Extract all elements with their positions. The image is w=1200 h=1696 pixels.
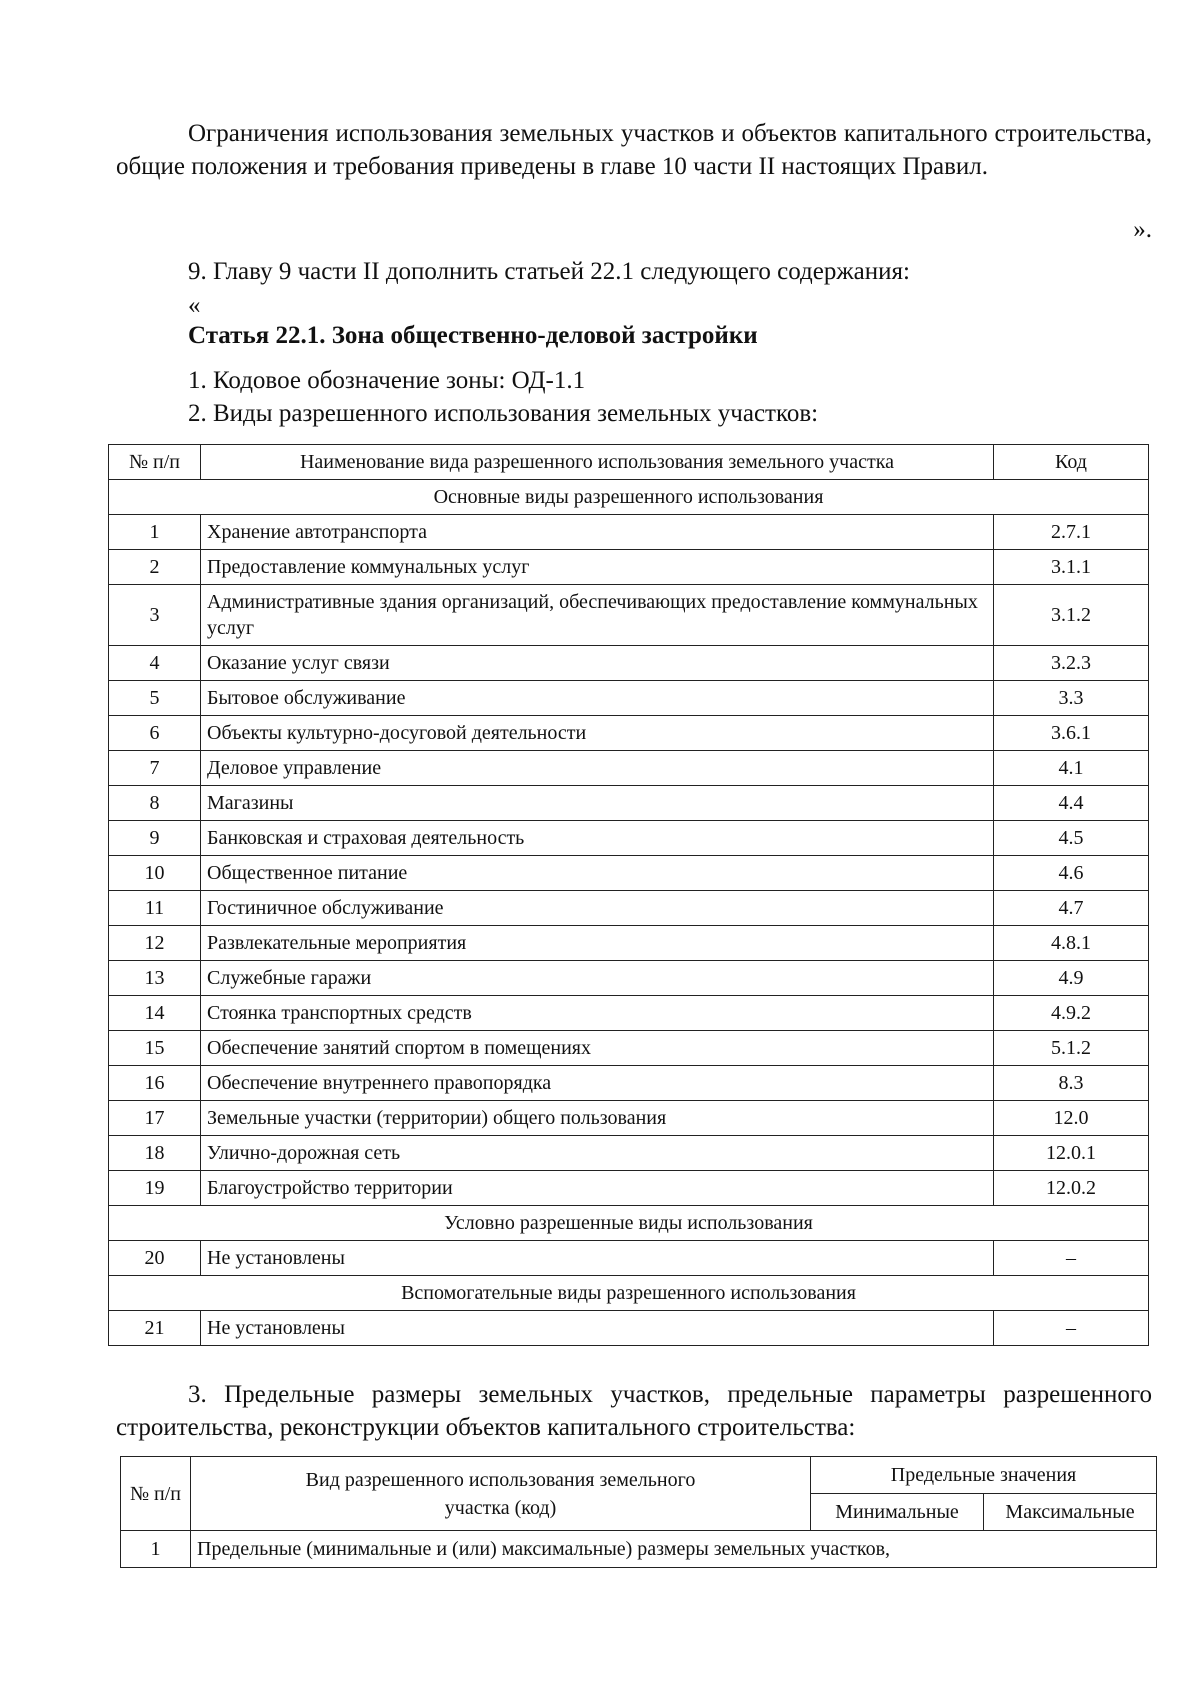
header-name: Наименование вида разрешенного использования земельного участка	[201, 445, 994, 480]
row-code: 3.3	[994, 681, 1149, 716]
permitted-uses-table	[108, 444, 1149, 1346]
row-num: 20	[109, 1241, 201, 1276]
table-row	[109, 751, 1149, 786]
table-header-row	[109, 445, 1149, 480]
row-name: Земельные участки (территории) общего пользования	[201, 1101, 994, 1136]
item-3-paragraph	[116, 1378, 1152, 1444]
limits-header-num: № п/п	[121, 1457, 191, 1531]
table-row	[109, 1066, 1149, 1101]
row-code: 4.4	[994, 786, 1149, 821]
row-num: 11	[109, 891, 201, 926]
table-row	[109, 1241, 1149, 1276]
item-3-text: 3. Предельные размеры земельных участков, предельные параметры разрешенного строительства, реконструкции объектов капитального строительства:	[116, 1381, 1152, 1441]
table-row	[109, 515, 1149, 550]
row-name: Предоставление коммунальных услуг	[201, 550, 994, 585]
limits-header-type: Вид разрешенного использования земельного участка (код)	[191, 1457, 811, 1531]
row-code: –	[994, 1311, 1149, 1346]
row-code: 2.7.1	[994, 515, 1149, 550]
row-name: Оказание услуг связи	[201, 646, 994, 681]
limits-row-num: 1	[121, 1531, 191, 1568]
intro-paragraph	[116, 117, 1152, 183]
table-row	[109, 646, 1149, 681]
row-name: Банковская и страховая деятельность	[201, 821, 994, 856]
row-code: 3.2.3	[994, 646, 1149, 681]
row-num: 14	[109, 996, 201, 1031]
row-code: 3.1.1	[994, 550, 1149, 585]
row-num: 4	[109, 646, 201, 681]
table-row	[109, 1311, 1149, 1346]
row-code: –	[994, 1241, 1149, 1276]
row-num: 13	[109, 961, 201, 996]
list-item-zone-code: 1. Кодовое обозначение зоны: ОД-1.1	[188, 367, 586, 394]
row-code: 8.3	[994, 1066, 1149, 1101]
row-name: Благоустройство территории	[201, 1171, 994, 1206]
row-num: 16	[109, 1066, 201, 1101]
row-num: 19	[109, 1171, 201, 1206]
row-code: 5.1.2	[994, 1031, 1149, 1066]
table-row	[109, 1101, 1149, 1136]
limits-header-min: Минимальные	[811, 1494, 984, 1531]
table-row	[109, 891, 1149, 926]
limits-header-values: Предельные значения	[811, 1457, 1157, 1494]
opening-quote: «	[188, 292, 201, 319]
intro-text: Ограничения использования земельных участков и объектов капитального строительства, общие положения и требования приведены в главе 10 части II настоящих Правил.	[116, 120, 1152, 180]
row-code: 4.1	[994, 751, 1149, 786]
section-title: Основные виды разрешенного использования	[109, 480, 1149, 515]
row-code: 4.6	[994, 856, 1149, 891]
row-name: Гостиничное обслуживание	[201, 891, 994, 926]
limits-header-row	[121, 1457, 1157, 1494]
row-name: Стоянка транспортных средств	[201, 996, 994, 1031]
table-row	[109, 1171, 1149, 1206]
row-name: Хранение автотранспорта	[201, 515, 994, 550]
table-row	[109, 1031, 1149, 1066]
list-item-uses: 2. Виды разрешенного использования земельных участков:	[188, 400, 819, 427]
table-row	[109, 716, 1149, 751]
table-row	[121, 1531, 1157, 1568]
row-name: Не установлены	[201, 1241, 994, 1276]
row-num: 7	[109, 751, 201, 786]
row-name: Служебные гаражи	[201, 961, 994, 996]
row-code: 12.0	[994, 1101, 1149, 1136]
table-row	[109, 585, 1149, 646]
header-num: № п/п	[109, 445, 201, 480]
row-name: Объекты культурно-досуговой деятельности	[201, 716, 994, 751]
limits-header-max: Максимальные	[984, 1494, 1157, 1531]
row-name: Не установлены	[201, 1311, 994, 1346]
row-num: 5	[109, 681, 201, 716]
row-num: 9	[109, 821, 201, 856]
row-code: 3.6.1	[994, 716, 1149, 751]
row-name: Бытовое обслуживание	[201, 681, 994, 716]
row-num: 21	[109, 1311, 201, 1346]
article-title: Статья 22.1. Зона общественно-деловой застройки	[188, 322, 758, 349]
row-num: 10	[109, 856, 201, 891]
table-row	[109, 1136, 1149, 1171]
table-row	[109, 821, 1149, 856]
row-num: 18	[109, 1136, 201, 1171]
table-section-row	[109, 1206, 1149, 1241]
row-code: 4.8.1	[994, 926, 1149, 961]
row-name: Развлекательные мероприятия	[201, 926, 994, 961]
section-title: Вспомогательные виды разрешенного использования	[109, 1276, 1149, 1311]
table-row	[109, 996, 1149, 1031]
row-code: 4.9.2	[994, 996, 1149, 1031]
limits-row-text: Предельные (минимальные и (или) максимальные) размеры земельных участков,	[191, 1531, 1157, 1568]
closing-quote: ».	[1133, 216, 1152, 243]
table-row	[109, 681, 1149, 716]
item-9: 9. Главу 9 части II дополнить статьей 22.1 следующего содержания:	[188, 258, 910, 285]
table-row	[109, 926, 1149, 961]
row-num: 3	[109, 585, 201, 646]
row-name: Магазины	[201, 786, 994, 821]
row-num: 15	[109, 1031, 201, 1066]
limits-table	[120, 1456, 1157, 1568]
table-section-row	[109, 480, 1149, 515]
table-section-row	[109, 1276, 1149, 1311]
table-row	[109, 786, 1149, 821]
table-row	[109, 550, 1149, 585]
section-title: Условно разрешенные виды использования	[109, 1206, 1149, 1241]
row-code: 4.7	[994, 891, 1149, 926]
header-code: Код	[994, 445, 1149, 480]
row-name: Обеспечение занятий спортом в помещениях	[201, 1031, 994, 1066]
row-num: 17	[109, 1101, 201, 1136]
row-num: 8	[109, 786, 201, 821]
row-code: 12.0.1	[994, 1136, 1149, 1171]
row-num: 12	[109, 926, 201, 961]
table-row	[109, 961, 1149, 996]
row-code: 3.1.2	[994, 585, 1149, 646]
row-name: Улично-дорожная сеть	[201, 1136, 994, 1171]
table-row	[109, 856, 1149, 891]
row-name: Обеспечение внутреннего правопорядка	[201, 1066, 994, 1101]
row-code: 4.5	[994, 821, 1149, 856]
row-name: Общественное питание	[201, 856, 994, 891]
row-name: Административные здания организаций, обеспечивающих предоставление коммунальных услуг	[201, 585, 994, 646]
permitted-uses-body	[109, 480, 1149, 1346]
row-num: 1	[109, 515, 201, 550]
row-num: 6	[109, 716, 201, 751]
row-code: 4.9	[994, 961, 1149, 996]
row-name: Деловое управление	[201, 751, 994, 786]
row-num: 2	[109, 550, 201, 585]
row-code: 12.0.2	[994, 1171, 1149, 1206]
